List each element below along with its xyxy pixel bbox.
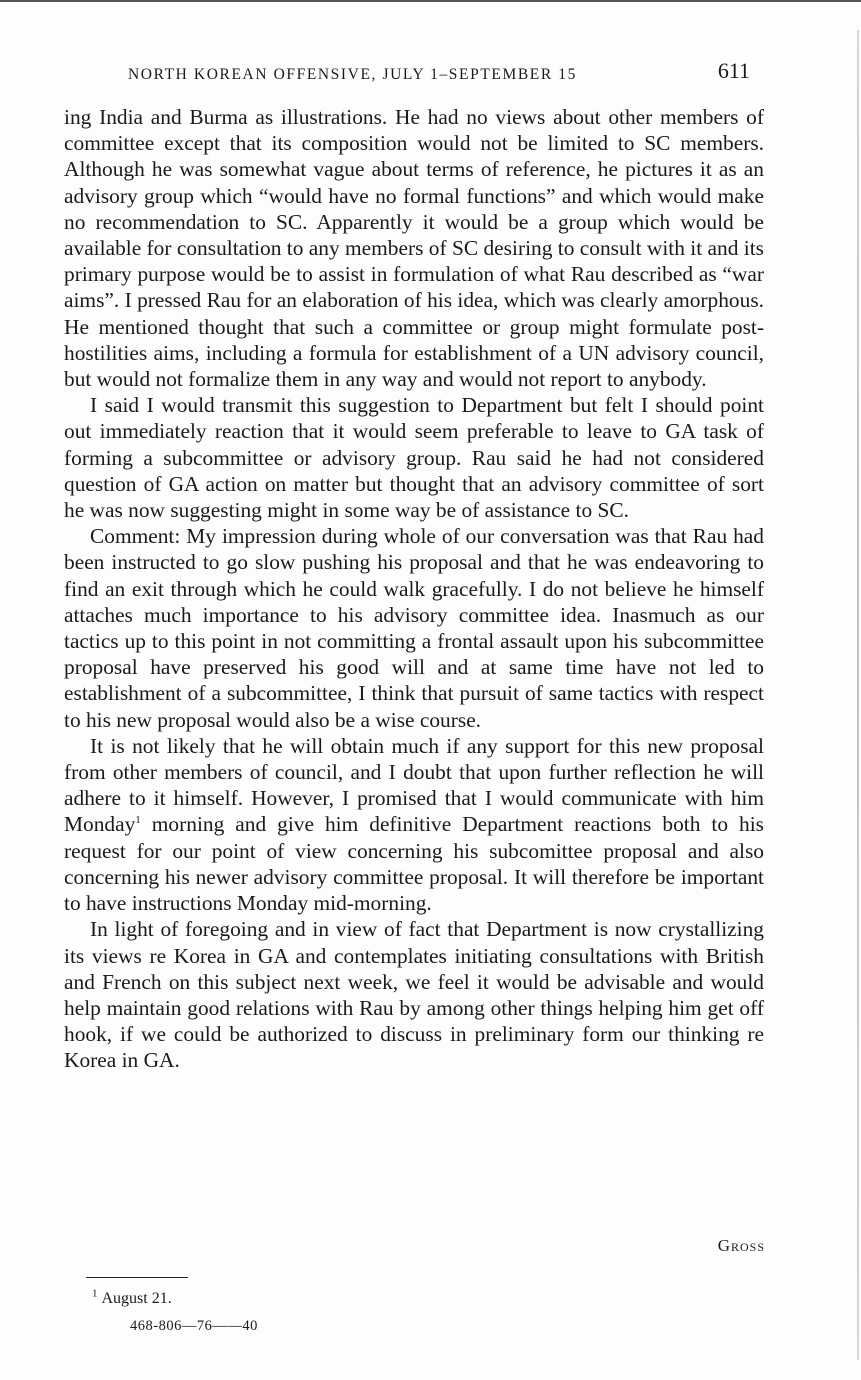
running-header [128,58,760,92]
footnote-rule [86,1277,188,1278]
print-code: 468-806—76——40 [130,1318,258,1334]
footnote-text: August 21. [101,1290,172,1307]
paragraph-support-text-b: morning and give him definitive Department reactions both to his request for our point of view concerning his subcomittee proposal and also concerning his newer advisory committee proposal. It will therefore be important to have instructions Monday mid-morning. [64,812,764,916]
footnote-reference: 1 [135,814,141,827]
paragraph-transmit-suggestion: I said I would transmit this suggestion to Department but felt I should point out immediately reaction that it would seem preferable to leave to GA task of forming a subcommittee or advisory group. Rau said he had not considered question of GA action on matter but thought that an advisory committee of sort he was now suggesting might in some way be of assistance to SC. [64,393,764,523]
footnote [92,1287,172,1308]
page-binding-edge [857,30,859,1360]
body-text [64,104,764,1074]
paragraph-support [64,733,764,916]
paragraph-support-text-a: It is not likely that he will obtain much if any support for this new proposal from other members of council, and I doubt that upon further reflection he will adhere to it himself. However, I promised that I would communicate with him Monday [64,733,764,837]
paragraph-comment: Comment: My impression during whole of our conversation was that Rau had been instructed to go slow pushing his proposal and that he was endeavoring to find an exit through which he could walk gracefully. I do not believe he himself attaches much importance to his advisory committee idea. Inasmuch as our tactics up to this point in not committing a frontal assault upon his subcommittee proposal have preserved his good will and at same time have not led to establishment of a subcommittee, I think that pursuit of same tactics with respect to his new proposal would also be a wise course. [64,524,764,732]
signature: Gross [717,1236,765,1255]
page-number: 611 [717,58,750,83]
running-title: NORTH KOREAN OFFENSIVE, JULY 1–SEPTEMBER 15 [128,66,577,83]
paragraph-continuation: ing India and Burma as illustrations. He had no views about other members of committee except that its composition would not be limited to SC members. Although he was somewhat vague about terms of reference, he pictures it as an advisory group which “would have no formal functions” and which would make no recommendation to SC. Apparently it would be a group which would be available for consultation to any members of SC desiring to consult with it and its primary purpose would be to assist in formulation of what Rau described as “war aims”. I pressed Rau for an elaboration of his idea, which was clearly amorphous. He mentioned thought that such a committee or group might formulate post-hostilities aims, including a formula for establishment of a UN advisory council, but would not formalize them in any way and would not report to anybody. [64,105,764,392]
footnote-marker: 1 [92,1287,98,1300]
paragraph-foregoing: In light of foregoing and in view of fact that Department is now crystallizing its views re Korea in GA and contemplates initiating consultations with British and French on this subject next week, we feel it would be advisable and would help maintain good relations with Rau by among other things helping him get off hook, if we could be authorized to discuss in preliminary form our thinking re Korea in GA. [64,917,764,1073]
top-edge-rule [0,0,861,2]
